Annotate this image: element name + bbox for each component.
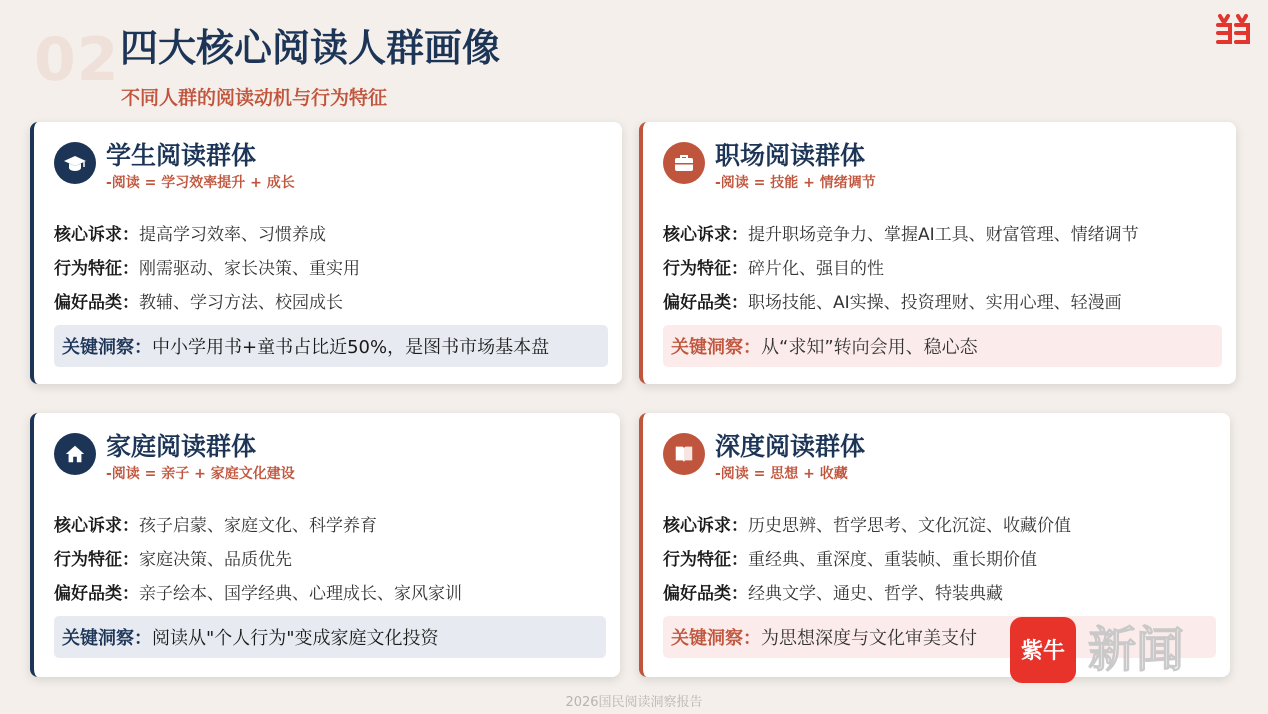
row-key: 行为特征：: [54, 550, 139, 570]
news-watermark: [1010, 617, 1184, 683]
row-value: 历史思辨、哲学思考、文化沉淀、收藏价值: [748, 516, 1071, 536]
zi-niu-logo-glyph: [1017, 624, 1069, 676]
row-key: 核心诉求：: [54, 516, 139, 536]
row-preference: [663, 577, 1216, 611]
row-value: 职场技能、AI实操、投资理财、实用心理、轻漫画: [748, 293, 1122, 313]
row-behavior: [54, 252, 608, 286]
row-value: 家庭决策、品质优先: [139, 550, 292, 570]
key-insight: [54, 325, 608, 367]
card-title: 学生阅读群体: [106, 141, 257, 170]
dangdang-logo-icon: [1214, 12, 1254, 46]
card-family-readers: [30, 413, 620, 677]
row-value: 孩子启蒙、家庭文化、科学养育: [139, 516, 377, 536]
card-tagline: -阅读 = 思想 + 收藏: [715, 466, 848, 482]
row-value: 重经典、重深度、重装帧、重长期价值: [748, 550, 1037, 570]
page-subtitle: 不同人群的阅读动机与行为特征: [121, 87, 388, 109]
footer-text: 2026国民阅读洞察报告: [565, 695, 703, 710]
home-icon: [54, 433, 96, 475]
row-key: 偏好品类：: [663, 584, 748, 604]
insight-value: 为思想深度与文化审美支付: [761, 628, 977, 649]
insight-value: 从“求知”转向会用、稳心态: [761, 337, 978, 358]
row-behavior: [663, 252, 1222, 286]
row-value: 刚需驱动、家长决策、重实用: [139, 259, 360, 279]
card-tagline: -阅读 = 学习效率提升 + 成长: [106, 175, 295, 191]
row-key: 核心诉求：: [54, 225, 139, 245]
row-key: 偏好品类：: [54, 293, 139, 313]
watermark-text: 新闻: [1088, 622, 1185, 678]
row-key: 行为特征：: [663, 259, 748, 279]
row-key: 偏好品类：: [54, 584, 139, 604]
row-preference: [663, 286, 1222, 320]
section-number: 02: [34, 25, 120, 95]
insight-value: 中小学用书+童书占比近50%，是图书市场基本盘: [152, 337, 550, 358]
graduation-cap-icon: [54, 142, 96, 184]
row-behavior: [663, 543, 1216, 577]
card-tagline: -阅读 = 亲子 + 家庭文化建设: [106, 466, 295, 482]
row-value: 亲子绘本、国学经典、心理成长、家风家训: [139, 584, 462, 604]
row-value: 教辅、学习方法、校园成长: [139, 293, 343, 313]
row-key: 行为特征：: [663, 550, 748, 570]
zi-niu-logo-icon: [1010, 617, 1076, 683]
svg-text:紫牛: 紫牛: [1020, 639, 1066, 664]
card-title: 职场阅读群体: [715, 141, 866, 170]
row-core-need: [54, 509, 606, 543]
row-core-need: [663, 218, 1222, 252]
card-rows: [663, 218, 1222, 320]
page-title: 四大核心阅读人群画像: [120, 26, 501, 70]
card-tagline: -阅读 = 技能 + 情绪调节: [715, 175, 876, 191]
card-rows: [54, 218, 608, 320]
card-title: 家庭阅读群体: [106, 432, 257, 461]
row-key: 核心诉求：: [663, 225, 748, 245]
insight-value: 阅读从"个人行为"变成家庭文化投资: [152, 628, 439, 649]
key-insight: [663, 325, 1222, 367]
row-value: 提高学习效率、习惯养成: [139, 225, 326, 245]
insight-key: 关键洞察：: [671, 628, 761, 649]
row-core-need: [54, 218, 608, 252]
card-title: 深度阅读群体: [715, 432, 866, 461]
row-behavior: [54, 543, 606, 577]
row-core-need: [663, 509, 1216, 543]
card-rows: [54, 509, 606, 611]
row-key: 偏好品类：: [663, 293, 748, 313]
row-key: 行为特征：: [54, 259, 139, 279]
row-value: 经典文学、通史、哲学、特装典藏: [748, 584, 1003, 604]
row-preference: [54, 577, 606, 611]
row-key: 核心诉求：: [663, 516, 748, 536]
book-icon: [663, 433, 705, 475]
row-preference: [54, 286, 608, 320]
briefcase-icon: [663, 142, 705, 184]
key-insight: [54, 616, 606, 658]
card-student-readers: [30, 122, 622, 384]
insight-key: 关键洞察：: [62, 628, 152, 649]
insight-key: 关键洞察：: [62, 337, 152, 358]
card-workplace-readers: [639, 122, 1236, 384]
card-rows: [663, 509, 1216, 611]
row-value: 提升职场竞争力、掌握AI工具、财富管理、情绪调节: [748, 225, 1139, 245]
row-value: 碎片化、强目的性: [748, 259, 884, 279]
insight-key: 关键洞察：: [671, 337, 761, 358]
